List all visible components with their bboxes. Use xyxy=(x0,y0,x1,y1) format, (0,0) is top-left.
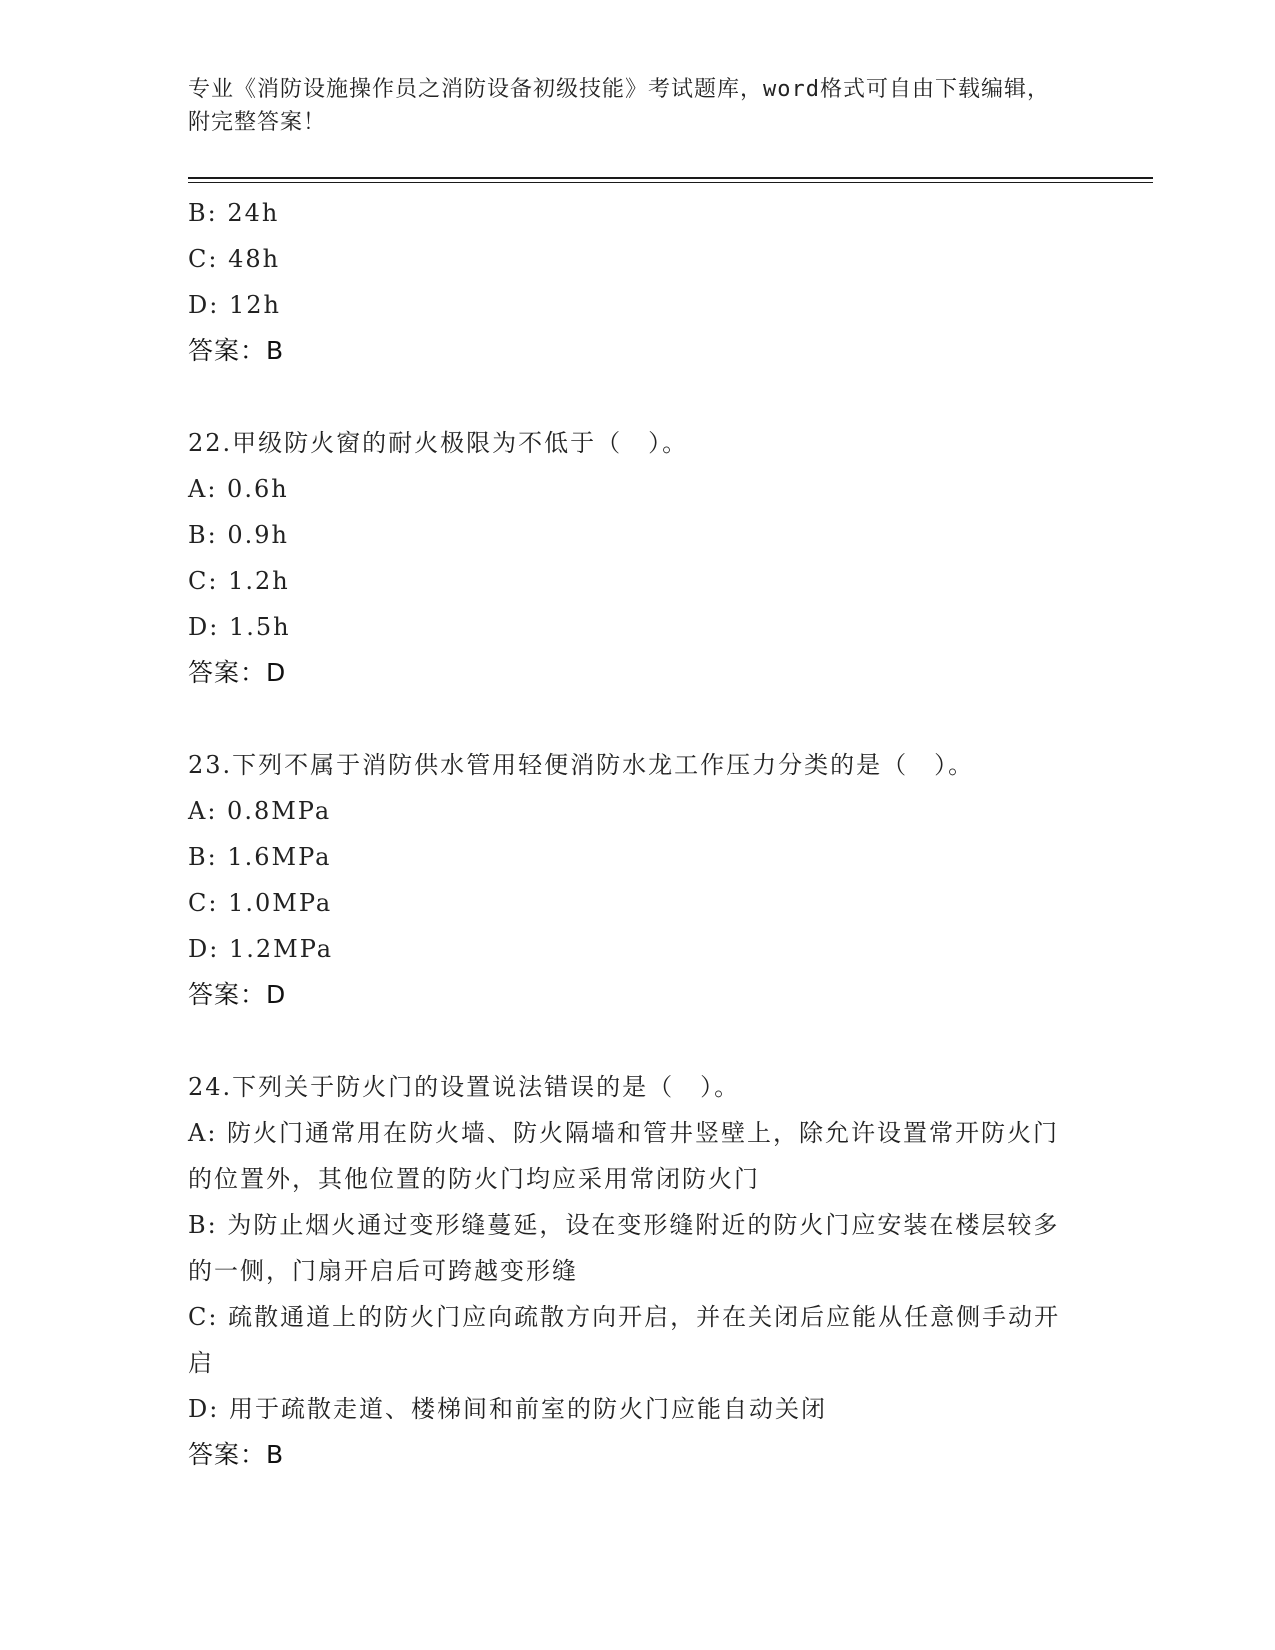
option-c: C: 1.2h xyxy=(188,567,290,595)
option-b: B: 0.9h xyxy=(188,521,289,549)
question-23 xyxy=(188,742,1078,1018)
spacer xyxy=(188,1018,1078,1064)
header-divider-thin xyxy=(188,182,1153,183)
answer-line: 答案：B xyxy=(188,1440,285,1469)
question-21-continued xyxy=(188,190,1078,374)
page-header: 专业《消防设施操作员之消防设备初级技能》考试题库，word格式可自由下载编辑，附完整答案！ xyxy=(188,77,1050,135)
answer-line: 答案：D xyxy=(188,658,287,687)
option-d: D: 1.2MPa xyxy=(188,935,334,963)
question-24 xyxy=(188,1064,1078,1478)
header-divider-thick xyxy=(188,177,1153,179)
question-stem: 24.下列关于防火门的设置说法错误的是（ ）。 xyxy=(188,1073,741,1101)
option-d: D: 12h xyxy=(188,291,281,319)
option-a: A: 0.6h xyxy=(188,475,289,503)
spacer xyxy=(188,696,1078,742)
option-a: A: 防火门通常用在防火墙、防火隔墙和管井竖壁上，除允许设置常开防火门的位置外，其他位置的防火门均应采用常闭防火门 xyxy=(188,1119,1060,1193)
option-b: B: 24h xyxy=(188,199,280,227)
option-a: A: 0.8MPa xyxy=(188,797,332,825)
option-d: D: 用于疏散走道、楼梯间和前室的防火门应能自动关闭 xyxy=(188,1395,827,1423)
question-stem: 22.甲级防火窗的耐火极限为不低于（ ）。 xyxy=(188,429,689,457)
option-c: C: 48h xyxy=(188,245,281,273)
option-c: C: 1.0MPa xyxy=(188,889,333,917)
option-c: C: 疏散通道上的防火门应向疏散方向开启，并在关闭后应能从任意侧手动开启 xyxy=(188,1303,1061,1377)
question-stem: 23.下列不属于消防供水管用轻便消防水龙工作压力分类的是（ ）。 xyxy=(188,751,975,779)
option-b: B: 1.6MPa xyxy=(188,843,332,871)
question-content xyxy=(188,190,1078,1478)
answer-line: 答案：D xyxy=(188,980,287,1009)
option-b: B: 为防止烟火通过变形缝蔓延，设在变形缝附近的防火门应安装在楼层较多的一侧，门扇开启后可跨越变形缝 xyxy=(188,1211,1060,1285)
option-d: D: 1.5h xyxy=(188,613,291,641)
spacer xyxy=(188,374,1078,420)
answer-line: 答案：B xyxy=(188,336,285,365)
question-22 xyxy=(188,420,1078,696)
